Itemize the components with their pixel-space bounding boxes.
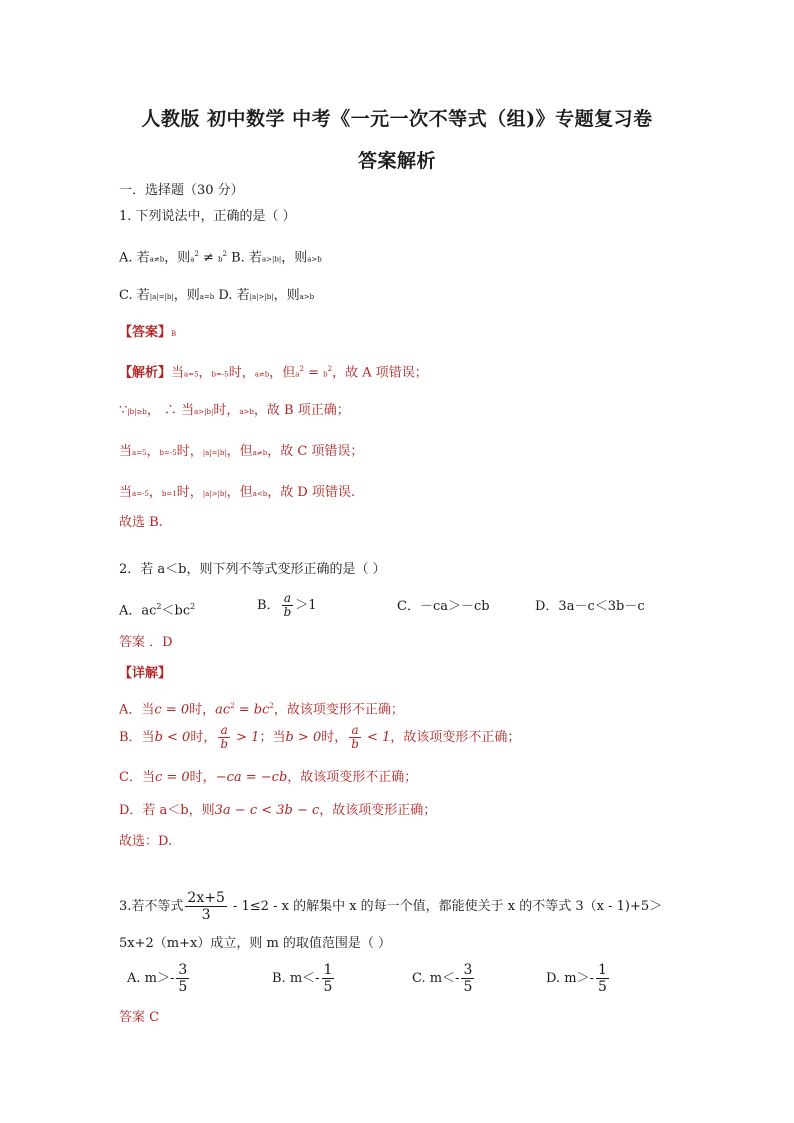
q1-options-cd: C. 若|a|=|b|，则a=b D. 若|a|>|b|，则a>b: [119, 288, 315, 303]
q3-options: [119, 962, 639, 998]
q3-option-d: D. m＞- $\frac{1}{5}$: [546, 962, 607, 995]
q1-explanation-3: 当a=5，b=-5时，|a|=|b|，但a≠b，故 C 项错误；: [119, 444, 364, 459]
q2-option-a: A．$ac^2<bc^2$: [119, 602, 196, 619]
q1-explanation-2: ∵|b|≥b， ∴ 当a>|b|时，a>b，故 B 项正确；: [119, 403, 350, 418]
document-subtitle: 答案解析: [357, 150, 436, 172]
q1-options-ab: A. 若a≠b，则$a^2 \ne b^2$ B. 若a>|b|，则a>b: [119, 250, 322, 266]
q2-detail-d: D．若 a＜b，则3a − c < 3b − c，故该项变形正确；: [119, 803, 437, 818]
q2-detail-a: A．当c = 0时，$ac^2 = bc^2$，故该项变形不正确；: [119, 702, 404, 718]
q3-answer: 答案 C: [119, 1010, 160, 1025]
section-heading: 一．选择题（30 分）: [119, 183, 244, 198]
q1-explanation-4: 当a=-5，b=1时，|a|>|b|，但a<b，故 D 项错误.: [119, 485, 356, 500]
q3-option-a: A. m＞- $\frac{3}{5}$: [127, 962, 188, 995]
q2-detail-c: C．当c = 0时，−ca = −cb，故该项变形不正确；: [119, 770, 418, 785]
q1-answer: 【答案】B: [119, 325, 177, 340]
document-title: 人教版 初中数学 中考《一元一次不等式（组)》专题复习卷: [141, 108, 653, 130]
q1-choice: 故选 B.: [119, 515, 163, 530]
q2-option-d: D．3a－c＜3b－c: [535, 599, 645, 614]
q3-option-c: C. m＜- $\frac{3}{5}$: [412, 962, 473, 995]
q2-option-c: C．－ca＞－cb: [397, 599, 490, 614]
q2-stem: 2．若 a＜b，则下列不等式变形正确的是（ ）: [119, 562, 386, 577]
q2-option-b: B． $\frac{a}{b}$ ＞1: [257, 591, 317, 619]
q2-detail-b: B．当b < 0时， $\frac{a}{b}$ > 1；当b > 0时， $\frac{a}{b}$ < 1，故该项变形不正确；: [119, 723, 521, 751]
q3-stem: 3.若不等式 $\frac{2x+5}{3}$ - 1≤2 - x 的解集中 x 的每一个值，都能使关于 x 的不等式 3（x - 1)+5＞: [119, 890, 663, 923]
q1-stem: 1. 下列说法中，正确的是（ ）: [119, 209, 296, 224]
q3-option-b: B. m＜- $\frac{1}{5}$: [272, 962, 333, 995]
q2-choice: 故选：D.: [119, 834, 173, 849]
q2-answer: 答案 ．D: [119, 635, 173, 650]
q1-explanation-1: 【解析】当a=5，b=-5时，a≠b，但$a^2 = b^2$，故 A 项错误；: [119, 365, 428, 381]
q2-detail-label: 【详解】: [119, 666, 172, 681]
q3-stem-line2: 5x+2（m+x）成立，则 m 的取值范围是（ ）: [119, 936, 392, 951]
